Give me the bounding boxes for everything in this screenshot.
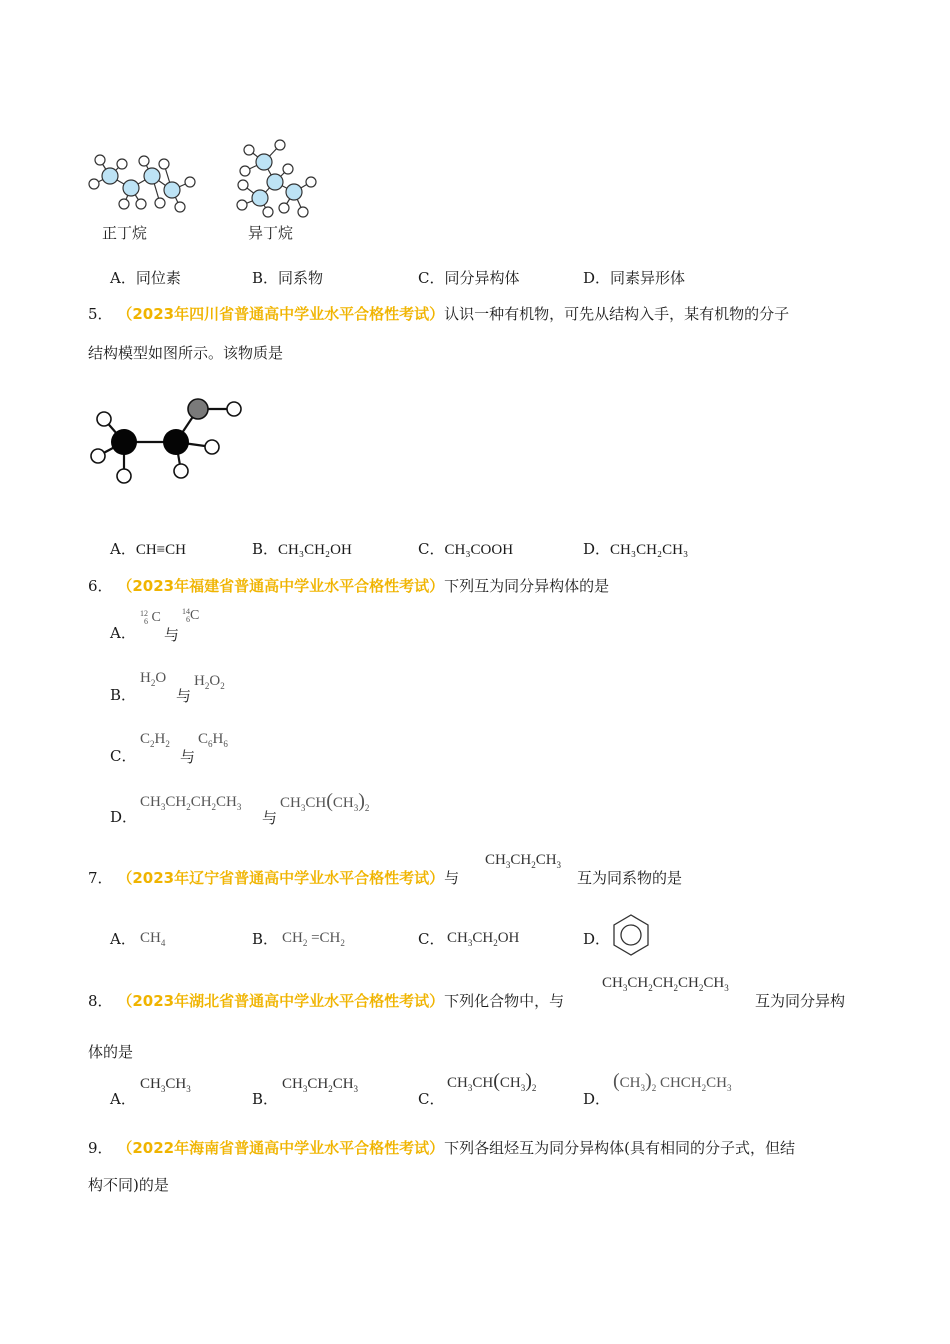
question-number: 5．	[88, 305, 113, 323]
q5-option-b[interactable]: B．CH₃CH₂OH	[252, 540, 352, 558]
q7-option-b[interactable]: B．	[252, 930, 279, 948]
isobutane-formula-option: $CH_3CH(CH_3)_2$	[447, 1070, 537, 1093]
q6-stem: 6． （2023年福建省普通高中学业水平合格性考试）下列互为同分异构体的是	[88, 577, 610, 595]
question-source: （2023年福建省普通高中学业水平合格性考试）	[117, 577, 445, 595]
q5-option-c[interactable]: C．CH₃COOH	[418, 540, 514, 558]
benzene-ring-icon	[609, 913, 653, 957]
q6-option-b[interactable]: B．	[110, 686, 137, 704]
q8-stem-line1: 8． （2023年湖北省普通高中学业水平合格性考试）下列化合物中，与	[88, 992, 565, 1010]
propane-formula: $CH_3CH_2CH_3$	[485, 852, 562, 870]
question-number: 7．	[88, 869, 113, 887]
q4-option-d[interactable]: D．同素异形体	[583, 269, 686, 287]
q9-stem-line1: 9． （2022年海南省普通高中学业水平合格性考试）下列各组烃互为同分异构体(具有相同的分子式，但结	[88, 1139, 795, 1157]
question-number: 6．	[88, 577, 113, 595]
question-source: （2022年海南省普通高中学业水平合格性考试）	[117, 1139, 445, 1157]
q7-option-d[interactable]: D．	[583, 930, 611, 948]
butane-ball-model	[84, 150, 204, 220]
q5-option-a[interactable]: A．CH≡CH	[110, 540, 186, 558]
q7-option-a[interactable]: A．	[110, 930, 136, 948]
q6-option-a[interactable]: A．	[110, 624, 136, 642]
q8-option-b[interactable]: B．	[252, 1090, 279, 1108]
propane-formula-option: $CH_3CH_2CH_3$	[282, 1076, 359, 1094]
question-source: （2023年湖北省普通高中学业水平合格性考试）	[117, 992, 445, 1010]
question-source: （2023年辽宁省普通高中学业水平合格性考试）	[117, 869, 445, 887]
carbon-12-isotope: 12 6 C	[140, 609, 161, 626]
ethanol-formula: $CH_3CH_2OH$	[447, 930, 520, 948]
isobutane-ball-model	[232, 138, 322, 223]
q7-stem-post: 互为同系物的是	[577, 869, 683, 887]
n-pentane-formula: $CH_3CH_2CH_2CH_2CH_3$	[602, 975, 729, 993]
q9-stem-line2: 构不同)的是	[88, 1176, 169, 1194]
ethanol-ball-model	[86, 396, 246, 488]
water-formula: $H_2O$	[140, 670, 167, 688]
benzene-formula: $C_6H_6$	[198, 731, 228, 749]
isopentane-formula: $(CH_3)_2$ $CHCH_2CH_3$	[613, 1070, 732, 1093]
q8-stem-post: 互为同分异构	[755, 992, 846, 1010]
q8-option-a[interactable]: A．	[110, 1090, 136, 1108]
methane-formula: $CH_4$	[140, 930, 166, 948]
and-word: 与	[164, 626, 180, 644]
q4-option-c[interactable]: C．同分异构体	[418, 269, 520, 287]
ethylene-formula: $CH_2 =CH_2$	[282, 930, 345, 948]
hydrogen-peroxide-formula: $H_2O_2$	[194, 673, 225, 691]
q5-stem-line2: 结构模型如图所示。该物质是	[88, 344, 284, 362]
question-source: （2023年四川省普通高中学业水平合格性考试）	[117, 305, 445, 323]
q5-stem-line1: 5． （2023年四川省普通高中学业水平合格性考试）认识一种有机物，可先从结构入手，某有机物的分子	[88, 305, 790, 323]
q6-option-c[interactable]: C．	[110, 747, 137, 765]
question-number: 9．	[88, 1139, 113, 1157]
q8-option-d[interactable]: D．	[583, 1090, 611, 1108]
q7-stem: 7． （2023年辽宁省普通高中学业水平合格性考试）与	[88, 869, 460, 887]
isobutane-formula: $CH_3CH(CH_3)_2$	[280, 790, 370, 813]
mol1-label: 正丁烷	[102, 224, 148, 242]
mol2-label: 异丁烷	[248, 224, 294, 242]
question-number: 8．	[88, 992, 113, 1010]
q4-option-b[interactable]: B．同系物	[252, 269, 324, 287]
q8-stem-line2: 体的是	[88, 1043, 134, 1061]
q4-option-a[interactable]: A．同位素	[110, 269, 181, 287]
carbon-14-isotope: 14 6C	[182, 607, 200, 624]
n-butane-formula: $CH_3CH_2CH_2CH_3$	[140, 794, 242, 812]
q6-option-d[interactable]: D．	[110, 808, 138, 826]
and-word: 与	[262, 809, 278, 827]
q7-option-c[interactable]: C．	[418, 930, 445, 948]
and-word: 与	[180, 748, 196, 766]
acetylene-formula: $C_2H_2$	[140, 731, 170, 749]
and-word: 与	[176, 687, 192, 705]
ethane-formula: $CH_3CH_3$	[140, 1076, 191, 1094]
q8-option-c[interactable]: C．	[418, 1090, 445, 1108]
q5-option-d[interactable]: D．CH₃CH₂CH₃	[583, 540, 689, 558]
